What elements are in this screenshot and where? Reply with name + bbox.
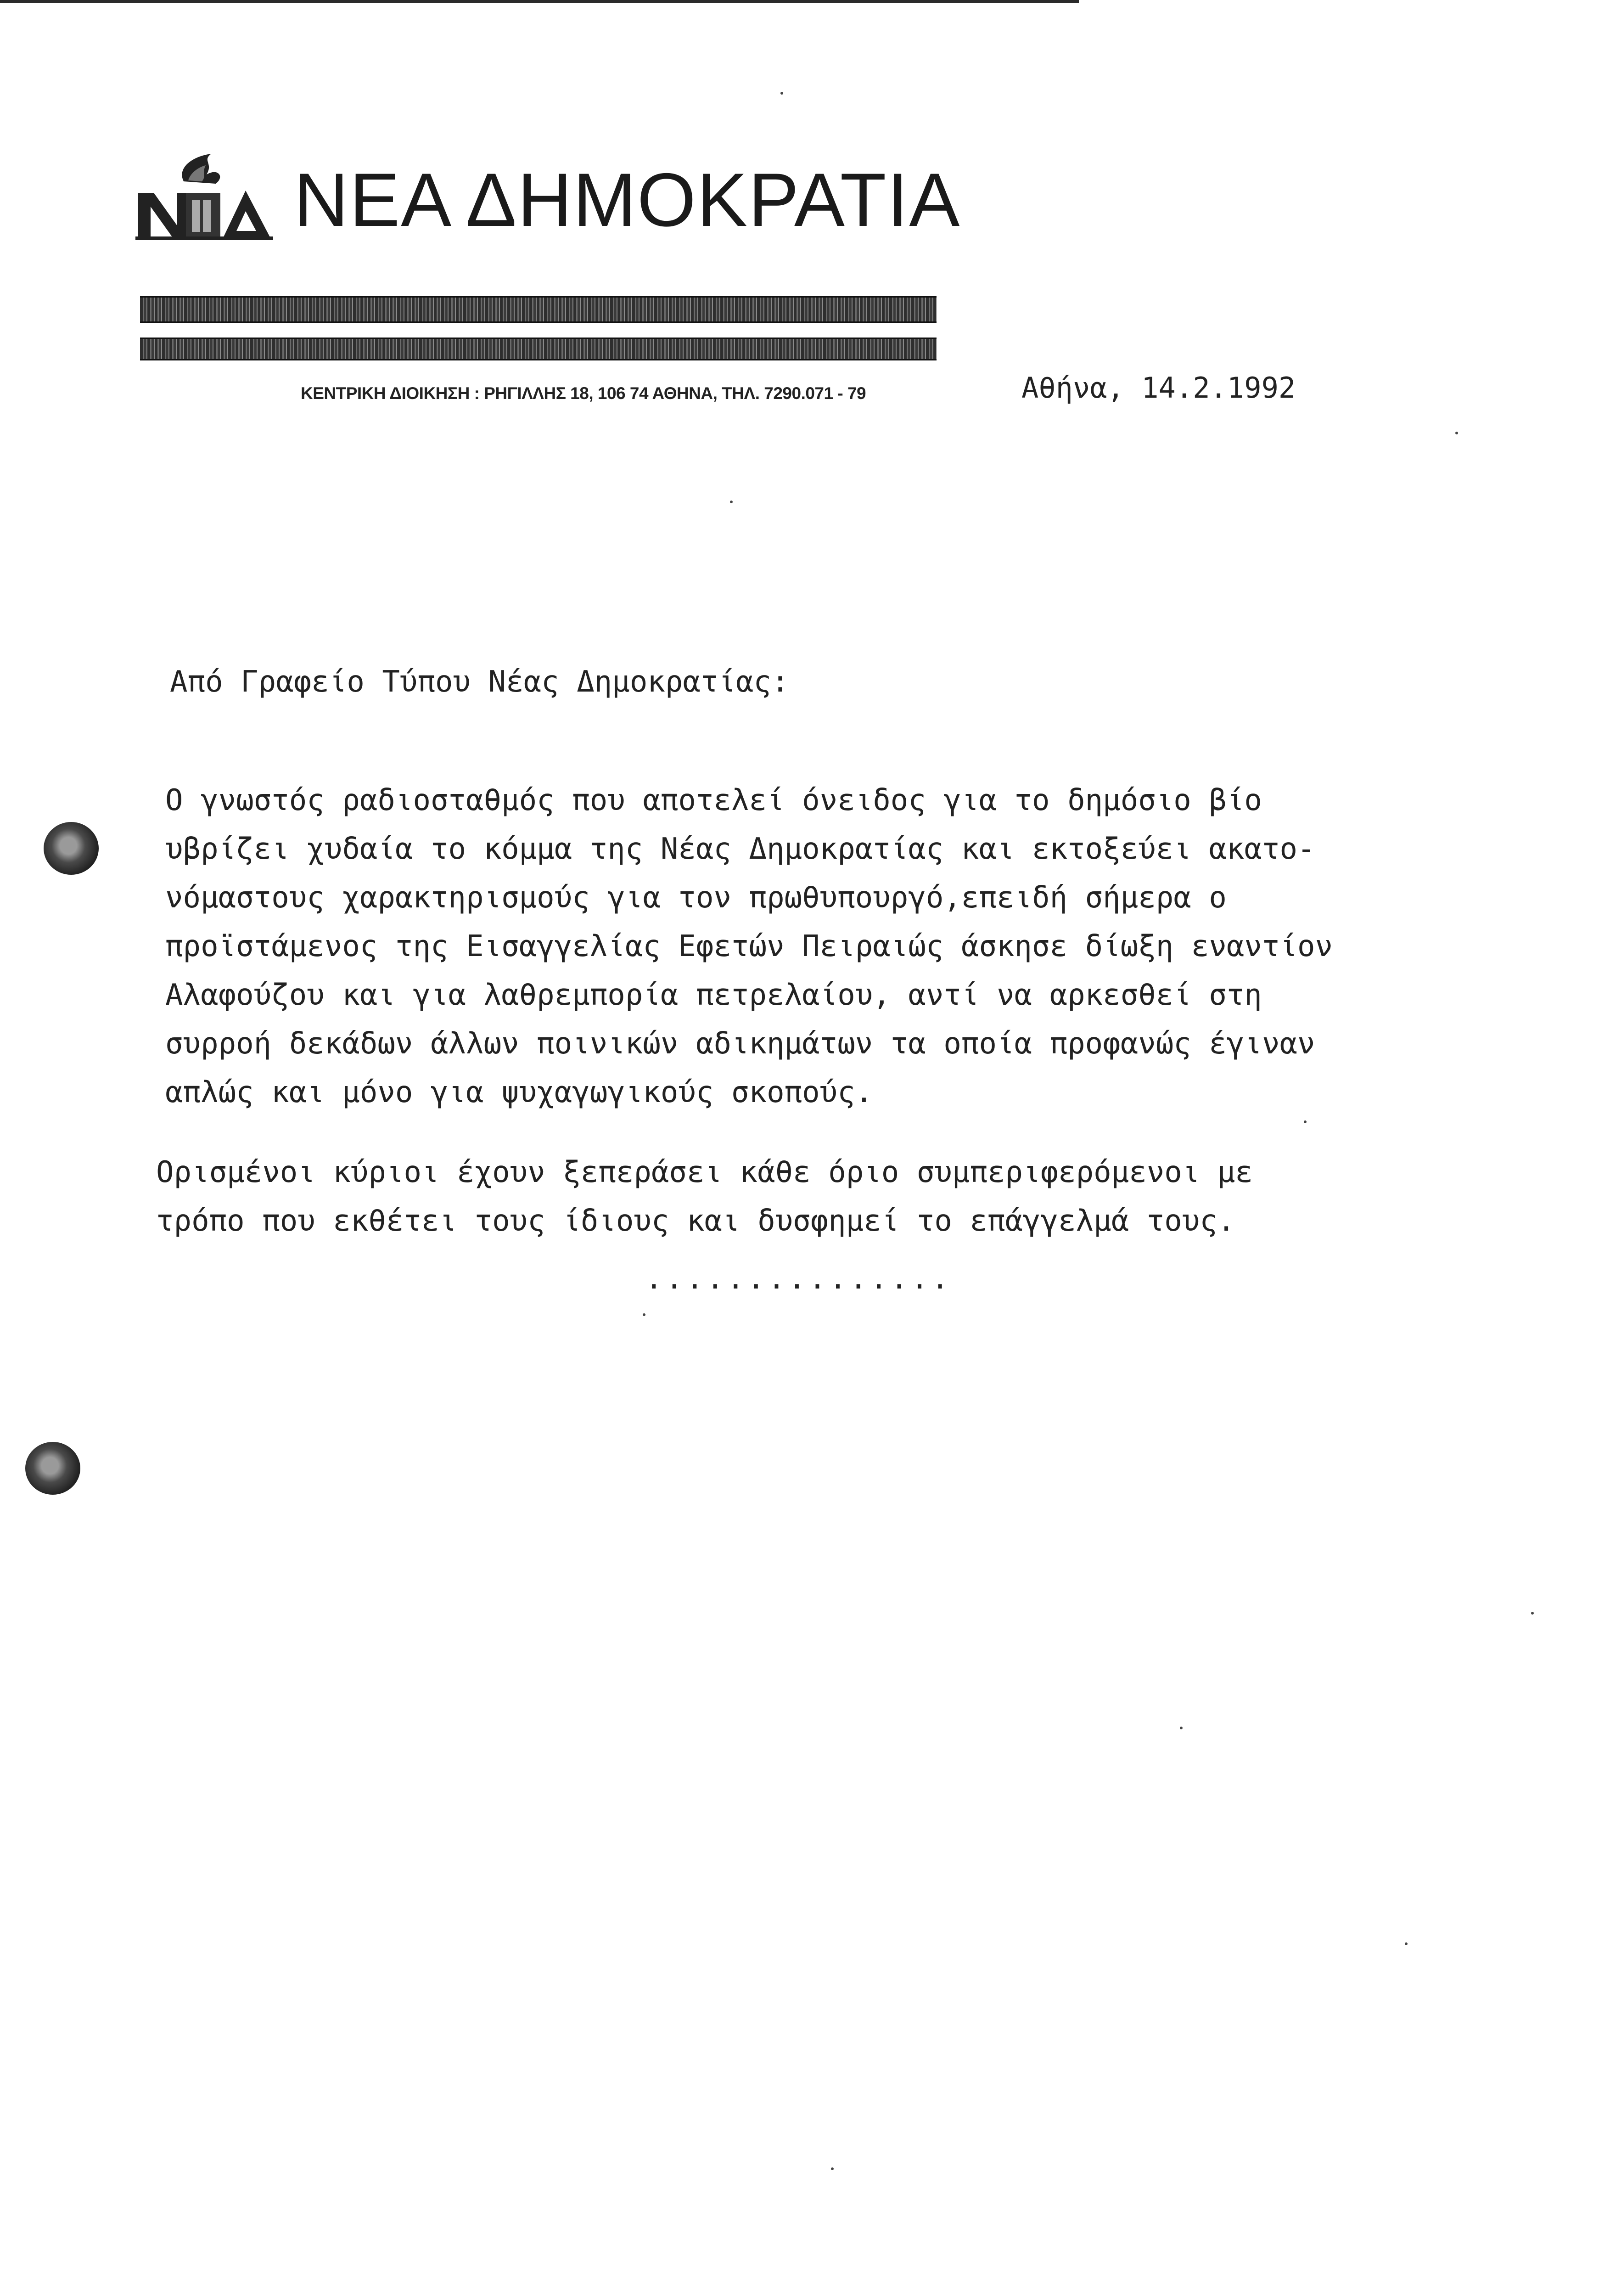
nd-party-logo-icon bbox=[133, 149, 273, 241]
scan-speck bbox=[643, 1313, 645, 1316]
paragraph-2 bbox=[156, 1148, 1253, 1245]
paragraph-1-line: συρροή δεκάδων άλλων ποινικών αδικημάτων τα οποία προφανώς έγιναν bbox=[165, 1027, 1315, 1061]
scan-speck bbox=[1531, 1612, 1534, 1615]
paragraph-1-line: προϊστάμενος της Εισαγγελίας Εφετών Πειραιώς άσκησε δίωξη εναντίον bbox=[165, 929, 1333, 963]
paragraph-1 bbox=[165, 776, 1333, 1117]
paragraph-1-line: νόμαστους χαρακτηρισμούς για τον πρωθυπουργό,επειδή σήμερα ο bbox=[165, 881, 1227, 915]
headquarters-address: ΚΕΝΤΡΙΚΗ ΔΙΟΙΚΗΣΗ : ΡΗΓΙΛΛΗΣ 18, 106 74 ΑΘΗΝΑ, ΤΗΛ. 7290.071 - 79 bbox=[301, 384, 866, 403]
paragraph-1-line: απλώς και μόνο για ψυχαγωγικούς σκοπούς. bbox=[165, 1075, 873, 1109]
punch-hole bbox=[25, 1442, 80, 1495]
party-name-heading: ΝΕΑ ΔΗΜΟΚΡΑΤΙΑ bbox=[294, 158, 961, 242]
paragraph-1-line: Ο γνωστός ραδιοσταθμός που αποτελεί όνειδος για το δημόσιο βίο bbox=[165, 783, 1262, 817]
scan-speck bbox=[1304, 1120, 1307, 1123]
letterhead-bar-lower bbox=[140, 338, 937, 360]
date-line: Αθήνα, 14.2.1992 bbox=[1021, 371, 1296, 405]
paragraph-1-line: υβρίζει χυδαία το κόμμα της Νέας Δημοκρατίας και εκτοξεύει ακατο- bbox=[165, 832, 1315, 866]
scan-speck bbox=[831, 2167, 834, 2170]
paragraph-2-line: Ορισμένοι κύριοι έχουν ξεπεράσει κάθε όριο συμπεριφερόμενοι με bbox=[156, 1155, 1253, 1189]
paragraph-1-line: Αλαφούζου και για λαθρεμπορία πετρελαίου, αντί να αρκεσθεί στη bbox=[165, 978, 1262, 1012]
scan-speck bbox=[1455, 432, 1458, 434]
top-border-line bbox=[0, 0, 1079, 3]
punch-hole bbox=[44, 822, 99, 875]
letterhead-bar-upper bbox=[140, 296, 937, 323]
scan-speck bbox=[730, 501, 733, 503]
scan-speck bbox=[780, 92, 783, 95]
paragraph-2-line: τρόπο που εκθέτει τους ίδιους και δυσφημεί το επάγγελμά τους. bbox=[156, 1204, 1235, 1238]
scan-speck bbox=[1405, 1942, 1408, 1945]
closing-dots: ............... bbox=[645, 1262, 952, 1296]
scan-speck bbox=[1180, 1727, 1183, 1729]
sender-line: Από Γραφείο Τύπου Νέας Δημοκρατίας: bbox=[170, 665, 789, 699]
